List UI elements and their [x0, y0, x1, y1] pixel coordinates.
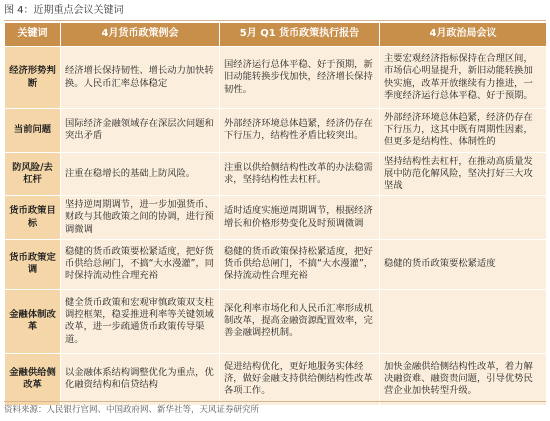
- cell-politburo: 坚持结构性去杠杆，在推动高质量发展中防范化解风险，坚决打好三大攻坚战: [380, 152, 547, 196]
- cell-politburo: [380, 289, 547, 353]
- cell-mpc: 经济增长保持韧性、增长动力加快转换。人民币汇率总体稳定: [61, 47, 220, 109]
- table-row: [5, 289, 547, 353]
- cell-mpc: 稳健的货币政策要松紧适度，把好货币供给总闸门，不搞“大水漫灌”，同时保持流动性合理充裕: [61, 239, 220, 289]
- cell-report: 促进结构优化，更好地服务实体经济，做好金融支持供给侧结构性改革各项工作。: [220, 353, 380, 405]
- cell-report: 稳健的货币政策保持松紧适度，把好货币供给总闸门，不搞“大水漫灌”，保持流动性合理充裕: [220, 239, 380, 289]
- cell-report: 外部经济环境总体趋紧，经济仍存在下行压力，结构性矛盾比较突出。: [220, 109, 380, 153]
- table-row: [5, 109, 547, 153]
- cell-politburo: 外部经济环境总体趋紧，经济仍存在下行压力，这其中既有周期性因素，但更多是结构性、体制性的: [380, 109, 547, 153]
- figure-caption: 图 4：近期重点会议关键词: [4, 5, 124, 16]
- cell-report: 注重以供给侧结构性改革的办法稳需求，坚持结构性去杠杆。: [220, 152, 380, 196]
- cell-report: 适时适度实施逆周期调节，根据经济增长和价格形势变化及时预调微调: [220, 196, 380, 240]
- table-row: [5, 152, 547, 196]
- cell-mpc: 以金融体系结构调整优化为重点，优化融资结构和信贷结构: [61, 353, 220, 405]
- cell-report: 国经济运行总体平稳、好于预期，新旧动能转换步伐加快，经济增长保持韧性。: [220, 47, 380, 109]
- cell-politburo: 主要宏观经济指标保持在合理区间，市场信心明显提升，新旧动能转换加快实施，改革开放继续有力推进，一季度经济运行总体平稳、好于预期。: [380, 47, 547, 109]
- table-row: [5, 353, 547, 405]
- cell-report: 深化利率市场化和人民币汇率形成机制改革，提高金融资源配置效率，完善金融调控机制。: [220, 289, 380, 353]
- cell-mpc: 国际经济金融领域存在深层次问题和突出矛盾: [61, 109, 220, 153]
- cell-politburo: [380, 196, 547, 240]
- row-key: 货币政策定调: [5, 239, 61, 289]
- header-april-mpc-meeting: 4月货币政策例会: [61, 23, 220, 47]
- header-q1-monetary-report: 5月 Q1 货币政策执行报告: [220, 23, 380, 47]
- table-row: [5, 196, 547, 240]
- row-key: 经济形势判断: [5, 47, 61, 109]
- top-divider: [4, 20, 546, 21]
- row-key: 防风险/去杠杆: [5, 152, 61, 196]
- keywords-table: [4, 22, 547, 406]
- header-row: [5, 23, 547, 47]
- header-keyword: 关键词: [5, 23, 61, 47]
- cell-mpc: 注重在稳增长的基础上防风险。: [61, 152, 220, 196]
- cell-mpc: 坚持逆周期调节，进一步加强货币、财政与其他政策之间的协调，进行预调微调: [61, 196, 220, 240]
- cell-mpc: 健全货币政策和宏观审慎政策双支柱调控框架，稳妥推进利率等关键领域改革，进一步疏通货币政策传导渠道。: [61, 289, 220, 353]
- row-key: 货币政策目标: [5, 196, 61, 240]
- cell-politburo: 加快金融供给侧结构性改革，着力解决融资难、融资贵问题，引导优势民营企业加快转型升级。: [380, 353, 547, 405]
- table-row: [5, 239, 547, 289]
- row-key: 金融供给侧改革: [5, 353, 61, 405]
- cell-politburo: 稳健的货币政策要松紧适度: [380, 239, 547, 289]
- source-note: 资料来源：人民银行官网、中国政府网、新华社等，天风证券研究所: [4, 405, 260, 415]
- header-april-politburo-meeting: 4月政治局会议: [380, 23, 547, 47]
- bottom-divider: [4, 401, 546, 402]
- table-row: [5, 47, 547, 109]
- row-key: 当前问题: [5, 109, 61, 153]
- row-key: 金融体制改革: [5, 289, 61, 353]
